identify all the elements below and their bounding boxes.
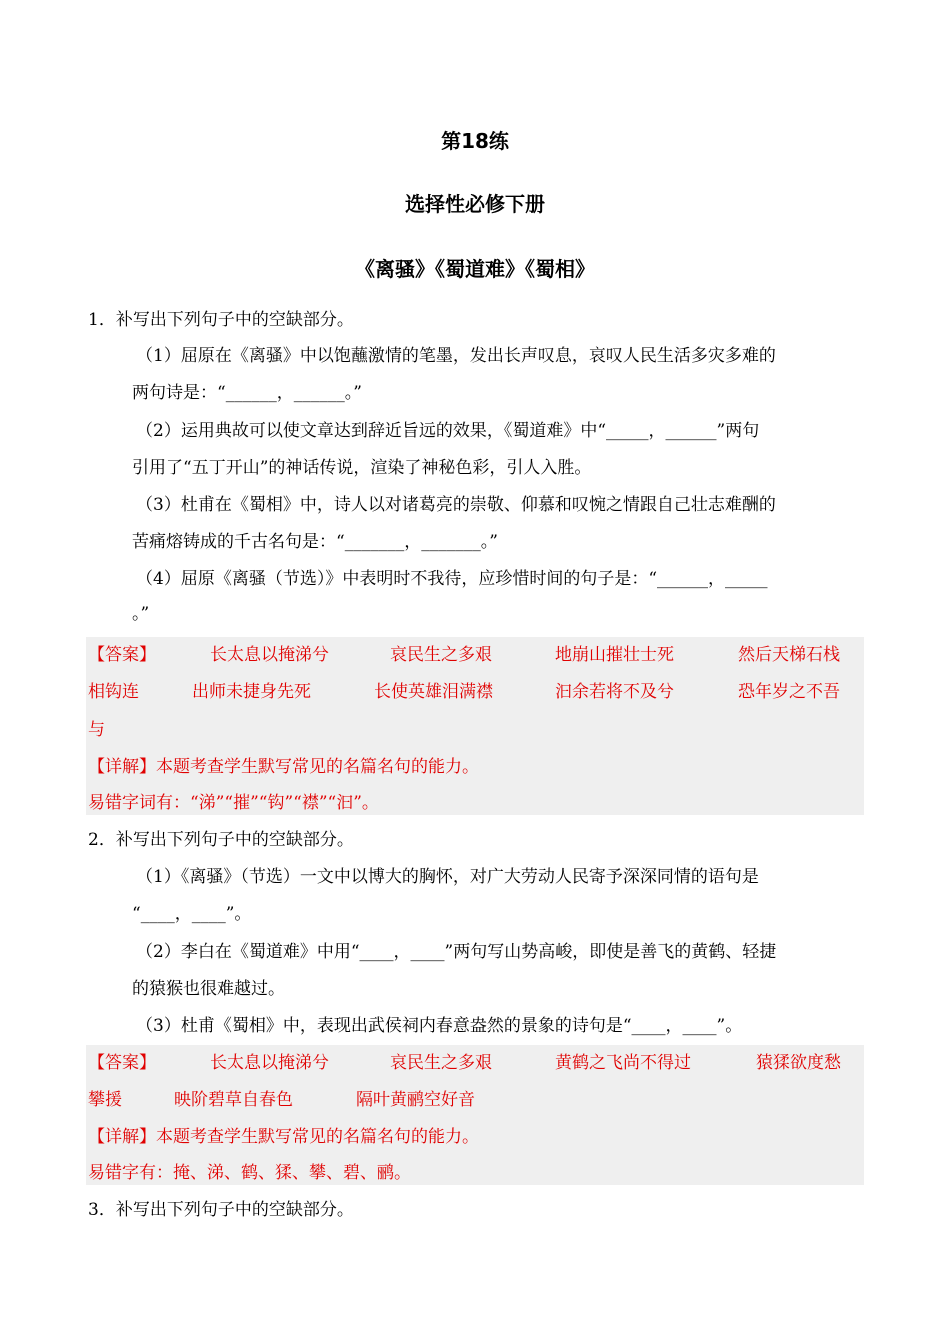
answer-item: 出师未捷身先死: [192, 682, 311, 702]
answer-item: 相钩连: [88, 682, 139, 702]
q1-error-words: 易错字词有：“涕”“摧”“钩”“襟”“汩”。: [88, 793, 379, 813]
q2-explanation: 【详解】本题考查学生默写常见的名篇名句的能力。: [88, 1127, 479, 1147]
q2-item-2-line-2: 的猿猴也很难越过。: [132, 979, 285, 999]
volume-title: 选择性必修下册: [405, 192, 545, 216]
answer-item: 然后天梯石栈: [738, 645, 840, 665]
answer-item: 猿猱欲度愁: [756, 1053, 841, 1073]
question-1-stem: 1．补写出下列句子中的空缺部分。: [88, 310, 354, 330]
q2-item-1-line-1: （1）《离骚》（节选）一文中以博大的胸怀，对广大劳动人民寄予深深同情的语句是: [136, 867, 759, 887]
question-2-stem: 2．补写出下列句子中的空缺部分。: [88, 830, 354, 850]
answer-item: 恐年岁之不吾: [738, 682, 840, 702]
q1-item-2-line-2: 引用了“五丁开山”的神话传说，渲染了神秘色彩，引人入胜。: [132, 458, 592, 478]
answer-label: 【答案】: [88, 1053, 156, 1073]
answer-item: 隔叶黄鹂空好音: [356, 1090, 475, 1110]
q1-item-1-line-2: 两句诗是：“______，______。”: [132, 383, 362, 403]
q2-item-1-line-2: “____，____”。: [132, 904, 252, 924]
answer-item: 与: [88, 720, 105, 740]
q1-item-4-line-1: （4）屈原《离骚（节选）》中表明时不我待，应珍惜时间的句子是：“______，_____: [136, 569, 768, 589]
answer-item: 映阶碧草自春色: [174, 1090, 293, 1110]
q1-item-3-line-2: 苦痛熔铸成的千古名句是：“_______，_______。”: [132, 532, 498, 552]
q1-item-1-line-1: （1）屈原在《离骚》中以饱蘸激情的笔墨，发出长声叹息，哀叹人民生活多灾多难的: [136, 346, 776, 366]
answer-item: 地崩山摧壮士死: [555, 645, 674, 665]
q1-item-3-line-1: （3）杜甫在《蜀相》中，诗人以对诸葛亮的崇敬、仰慕和叹惋之情跟自己壮志难酬的: [136, 495, 776, 515]
texts-title: 《离骚》《蜀道难》《蜀相》: [355, 257, 595, 281]
answer-item: 攀援: [88, 1090, 122, 1110]
q2-item-3-line-1: （3）杜甫《蜀相》中，表现出武侯祠内春意盎然的景象的诗句是“____，____”。: [136, 1016, 743, 1036]
q2-error-words: 易错字有：掩、涕、鹤、猱、攀、碧、鹂。: [88, 1163, 411, 1183]
q1-item-4-line-2: 。”: [132, 604, 150, 624]
answer-item: 长太息以掩涕兮: [210, 645, 329, 665]
q2-item-2-line-1: （2）李白在《蜀道难》中用“____，____”两句写山势高峻，即使是善飞的黄鹤、轻捷: [136, 942, 777, 962]
answer-item: 汩余若将不及兮: [555, 682, 674, 702]
lesson-title: 第18练: [441, 129, 509, 153]
answer-item: 黄鹤之飞尚不得过: [555, 1053, 691, 1073]
question-3-stem: 3．补写出下列句子中的空缺部分。: [88, 1200, 354, 1220]
answer-item: 长使英雄泪满襟: [374, 682, 493, 702]
q1-item-2-line-1: （2）运用典故可以使文章达到辞近旨远的效果，《蜀道难》中“_____，______”两句: [136, 421, 760, 441]
answer-item: 哀民生之多艰: [390, 1053, 492, 1073]
q1-explanation: 【详解】本题考查学生默写常见的名篇名句的能力。: [88, 757, 479, 777]
answer-label: 【答案】: [88, 645, 156, 665]
answer-item: 长太息以掩涕兮: [210, 1053, 329, 1073]
answer-item: 哀民生之多艰: [390, 645, 492, 665]
